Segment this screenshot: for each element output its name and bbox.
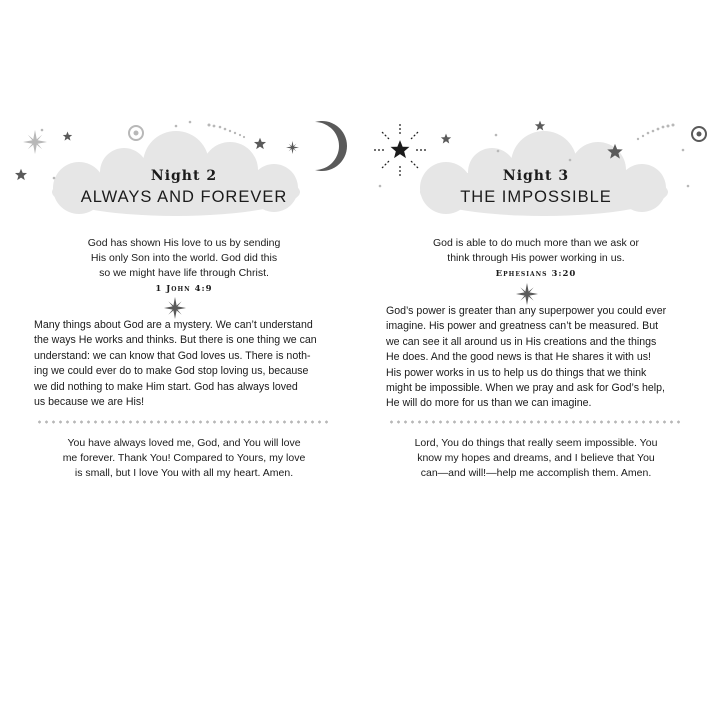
- night-label: Night 3: [502, 168, 570, 184]
- body-line: us because we are His!: [34, 395, 145, 408]
- body-line: ing we could ever do to make God stop loving us, because: [34, 365, 309, 378]
- body-line: we can see it all around us in His creations and the things: [386, 335, 657, 348]
- body-line: imagine. His power and greatness can’t be measured. But: [386, 320, 659, 333]
- body-line: He will do more for us than we can imagine.: [386, 397, 592, 410]
- devotional-text: [34, 318, 339, 410]
- sparkle-burst-icon: [23, 130, 47, 154]
- prayer-line: Lord, You do things that really seem impossible. You: [414, 437, 658, 449]
- prayer-line: can—and will!—help me accomplish them. Amen.: [420, 467, 652, 479]
- sparkle-icon: [286, 141, 299, 154]
- target-icon: [692, 127, 706, 141]
- body-line: His power works in us to help us do things that we think: [386, 366, 647, 379]
- scripture-verse: [24, 236, 344, 296]
- divider-star-icon: [516, 283, 538, 305]
- title-block: [24, 166, 344, 207]
- prayer-line: know my hopes and dreams, and I believe that You: [417, 452, 655, 464]
- page-title: THE IMPOSSIBLE: [460, 188, 612, 206]
- body-line: we did nothing to make Him start. God has always loved: [34, 380, 298, 393]
- page-title: ALWAYS AND FOREVER: [80, 188, 288, 206]
- verse-line: so we might have life through Christ.: [99, 267, 269, 279]
- verse-line: God has shown His love to us by sending: [87, 237, 281, 249]
- scripture-verse: [376, 236, 696, 281]
- divider-star-icon: [164, 297, 186, 319]
- moon-icon: [315, 121, 347, 171]
- verse-line: His only Son into the world. God did this: [90, 252, 278, 264]
- body-line: might be impossible. When we pray and ask for God’s help,: [386, 381, 665, 394]
- prayer-text: [24, 436, 344, 481]
- left-page: [24, 0, 344, 720]
- body-line: Many things about God are a mystery. We can’t understand: [34, 319, 313, 331]
- devotional-text: [386, 304, 691, 412]
- verse-line: think through His power working in us.: [447, 252, 625, 264]
- verse-line: God is able to do much more than we ask or: [432, 237, 640, 249]
- prayer-line: is small, but I love You with all my heart. Amen.: [74, 467, 294, 479]
- title-block: [376, 166, 696, 207]
- target-icon: [129, 126, 143, 140]
- dotted-divider: [388, 420, 684, 424]
- right-page: [376, 0, 696, 720]
- verse-reference: 1 John 4:9: [155, 284, 213, 294]
- dotted-divider: [36, 420, 332, 424]
- body-line: understand: we can know that God loves us. There is noth-: [34, 349, 311, 362]
- body-line: the ways He works and thinks. But there is one thing we can: [34, 334, 317, 347]
- night-label: Night 2: [150, 168, 218, 184]
- prayer-text: [376, 436, 696, 481]
- verse-reference: Ephesians 3:20: [495, 269, 577, 279]
- body-line: God’s power is greater than any superpower you could ever: [386, 305, 667, 317]
- body-line: He does. And the good news is that He shares it with us!: [386, 351, 651, 364]
- prayer-line: me forever. Thank You! Compared to Yours, my love: [62, 452, 306, 464]
- prayer-line: You have always loved me, God, and You will love: [67, 437, 301, 449]
